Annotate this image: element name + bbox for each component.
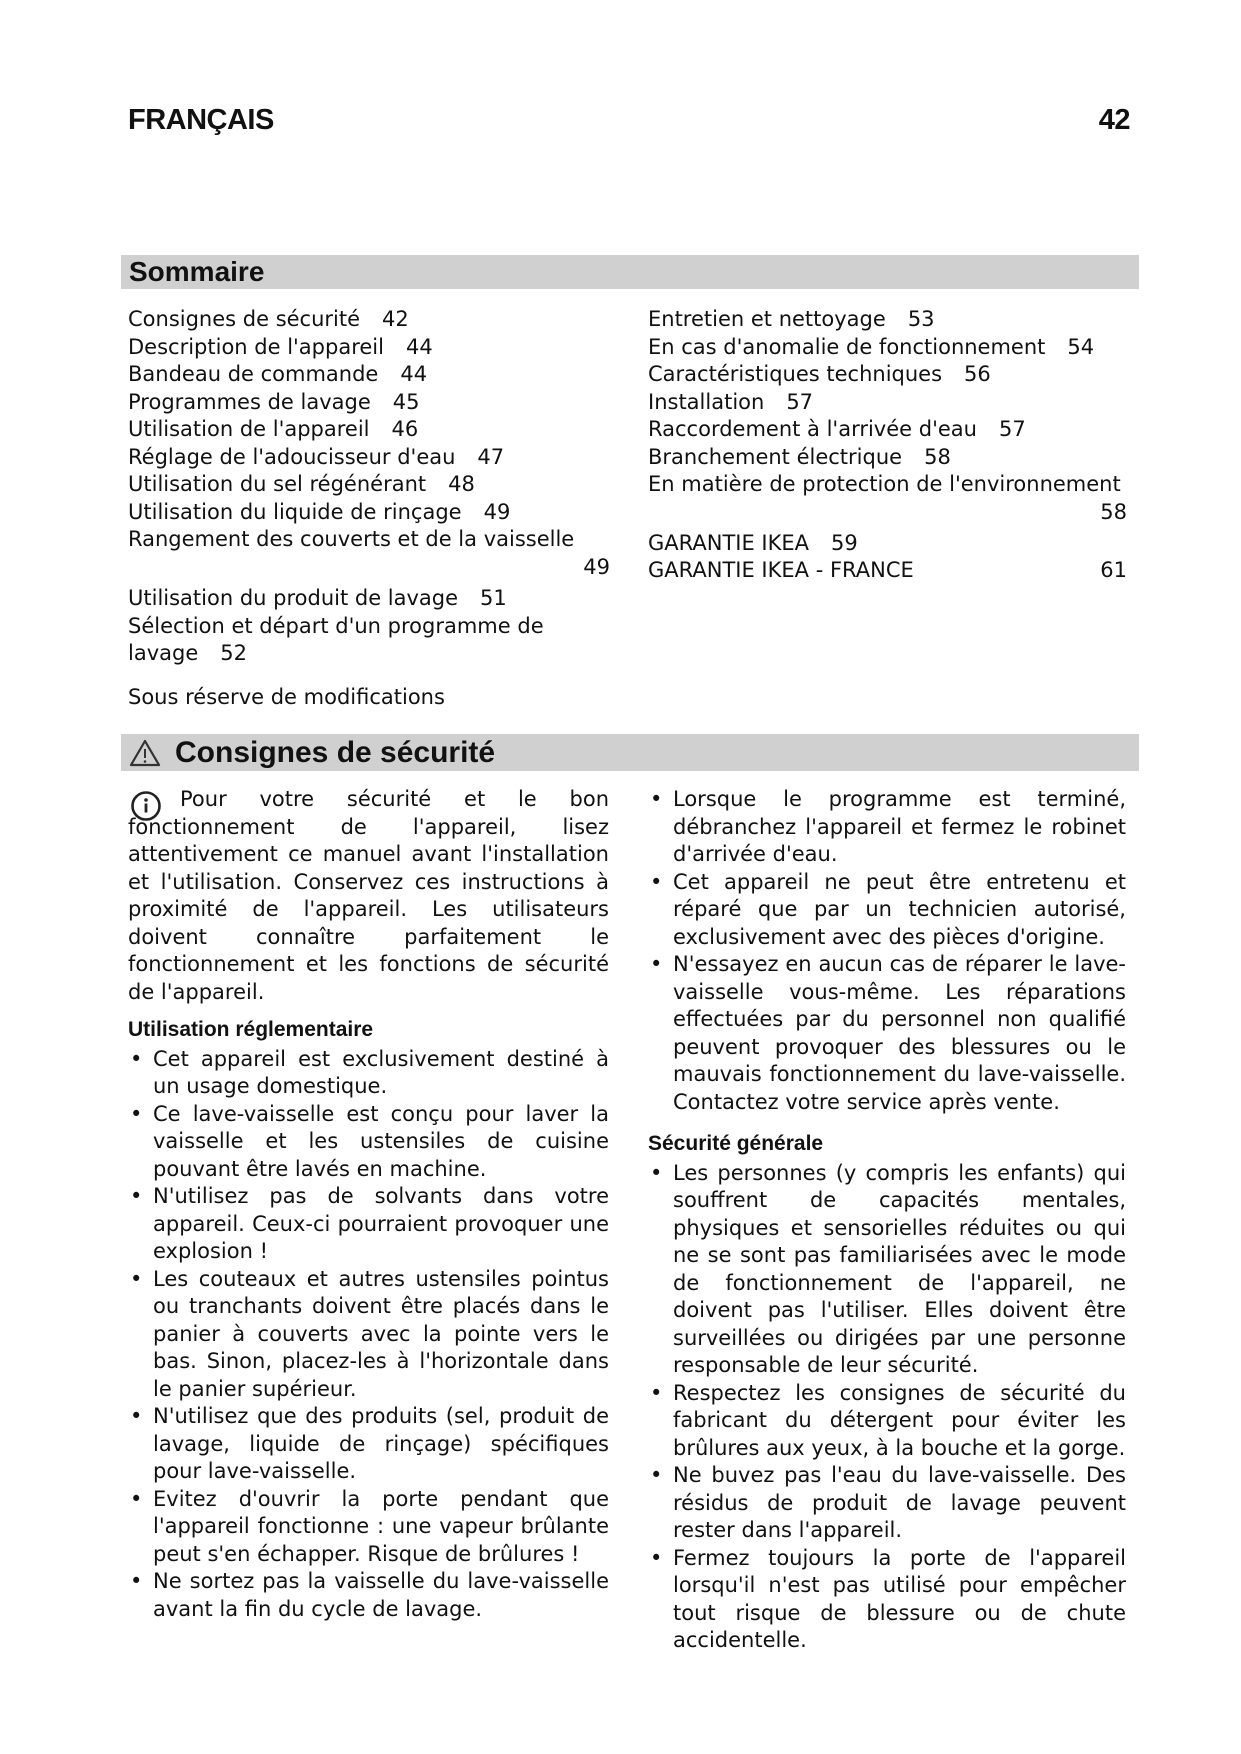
page-number: 42 bbox=[1098, 103, 1130, 136]
intro-paragraph bbox=[128, 786, 609, 1006]
toc-entry[interactable] bbox=[648, 558, 1127, 582]
toc-entry-label: Caractéristiques techniques bbox=[648, 362, 943, 386]
toc-entry[interactable] bbox=[648, 471, 1127, 526]
toc-entry-label: Raccordement à l'arrivée d'eau bbox=[648, 417, 977, 441]
toc-entry-label: Rangement des couverts et de la vaisselle bbox=[128, 527, 575, 551]
toc-entry-page: 58 bbox=[1100, 499, 1127, 524]
toc-entry-page: 53 bbox=[907, 307, 935, 331]
toc-entry[interactable] bbox=[128, 613, 610, 668]
toc-entry-page: 46 bbox=[391, 417, 419, 441]
maintenance-list bbox=[648, 786, 1126, 1116]
toc-entry-label: En matière de protection de l'environnement bbox=[648, 472, 1121, 496]
toc-entry[interactable] bbox=[648, 530, 1127, 558]
toc-entry[interactable] bbox=[128, 389, 610, 417]
toc-entry-label: Programmes de lavage bbox=[128, 389, 371, 414]
toc-entry-label: Installation bbox=[648, 389, 765, 414]
toc-entry[interactable] bbox=[128, 585, 610, 613]
toc-entry-label: Consignes de sécurité bbox=[128, 307, 361, 331]
toc-entry-page: 45 bbox=[392, 389, 420, 414]
toc-entry[interactable] bbox=[648, 416, 1127, 444]
list-item: • N'utilisez que des produits (sel, produit de lavage, liquide de rinçage) spécifiques pour lave-vaisselle. bbox=[128, 1403, 609, 1486]
toc-entry-label: Entretien et nettoyage bbox=[648, 307, 886, 331]
toc-entry-label: Description de l'appareil bbox=[128, 334, 384, 359]
list-item: • Ce lave-vaisselle est conçu pour laver la vaisselle et les ustensiles de cuisine pouvant être lavés en machine. bbox=[128, 1101, 609, 1184]
consignes-heading-bar bbox=[121, 734, 1139, 771]
toc-entry-page: 42 bbox=[382, 307, 409, 331]
toc-entry-label: GARANTIE IKEA bbox=[648, 531, 810, 555]
modifications-note: Sous réserve de modifications bbox=[128, 684, 445, 709]
toc-entry-page: 56 bbox=[964, 362, 991, 386]
toc-entry-label: En cas d'anomalie de fonctionnement bbox=[648, 334, 1046, 359]
toc-entry-page: 49 bbox=[583, 554, 610, 579]
toc-entry-page: 54 bbox=[1067, 334, 1095, 359]
consignes-title: Consignes de sécurité bbox=[175, 735, 496, 769]
list-item: • Ne sortez pas la vaisselle du lave-vaisselle avant la fin du cycle de lavage. bbox=[128, 1568, 609, 1623]
toc-entry-label: Utilisation du sel régénérant bbox=[128, 472, 427, 496]
toc-entry[interactable] bbox=[128, 499, 610, 527]
toc-right-column bbox=[648, 306, 1127, 582]
toc-entry-label: Bandeau de commande bbox=[128, 362, 379, 386]
list-item: • Les personnes (y compris les enfants) qui souffrent de capacités mentales, physiques et sensorielles réduites ou qui ne se sont pas familiarisées avec le mode de fonctionnement de l'appareil, ne doivent pas l'utiliser. Elles doivent être surveillées ou dirigées par une personne responsable de leur sécurité. bbox=[648, 1160, 1126, 1380]
warning-icon bbox=[129, 739, 161, 767]
toc-entry-page: 52 bbox=[220, 641, 247, 665]
list-item: • Fermez toujours la porte de l'appareil lorsqu'il n'est pas utilisé pour empêcher tout risque de blessure ou de chute accidentelle. bbox=[648, 1545, 1126, 1655]
toc-entry[interactable] bbox=[128, 526, 610, 581]
toc-entry[interactable] bbox=[648, 389, 1127, 417]
toc-entry-page: 48 bbox=[448, 472, 475, 496]
list-item: • Lorsque le programme est terminé, débranchez l'appareil et fermez le robinet d'arrivée d'eau. bbox=[648, 786, 1126, 869]
sommaire-heading-bar bbox=[121, 255, 1139, 289]
utilisation-reglementaire-heading: Utilisation réglementaire bbox=[128, 1018, 374, 1041]
utilisation-list bbox=[128, 1046, 609, 1624]
securite-generale-list bbox=[648, 1160, 1126, 1655]
list-item: • Ne buvez pas l'eau du lave-vaisselle. Des résidus de produit de lavage peuvent rester dans l'appareil. bbox=[648, 1462, 1126, 1545]
toc-entry-page: 59 bbox=[831, 531, 858, 555]
page-header bbox=[128, 100, 1130, 140]
toc-entry[interactable] bbox=[128, 334, 610, 362]
toc-entry-page: 58 bbox=[924, 444, 951, 469]
toc-entry-label: Utilisation du liquide de rinçage bbox=[128, 499, 462, 524]
toc-entry-page: 57 bbox=[786, 389, 814, 414]
toc-entry[interactable] bbox=[648, 306, 1127, 334]
intro-text: Pour votre sécurité et le bon fonctionnement de l'appareil, lisez attentivement ce manuel avant l'installation et l'utilisation. Conservez ces instructions à proximité de l'appareil. Les utilisateurs doivent connaître parfaitement le fonctionnement et les fonctions de sécurité de l'appareil. bbox=[128, 787, 609, 1004]
toc-left-column bbox=[128, 306, 610, 711]
toc-entry-label: Utilisation de l'appareil bbox=[128, 417, 370, 441]
list-item: • Evitez d'ouvrir la porte pendant que l'appareil fonctionne : une vapeur brûlante peut s'en échapper. Risque de brûlures ! bbox=[128, 1486, 609, 1569]
toc-entry[interactable] bbox=[128, 416, 610, 444]
toc-entry-page: 51 bbox=[480, 586, 507, 610]
toc-entry[interactable] bbox=[128, 471, 610, 499]
toc-entry-label: Sélection et départ d'un programme de lavage bbox=[128, 613, 544, 665]
toc-entry-label: Réglage de l'adoucisseur d'eau bbox=[128, 444, 456, 469]
safety-right-column bbox=[648, 786, 1126, 1655]
language-title: FRANÇAIS bbox=[128, 103, 274, 136]
info-icon bbox=[130, 790, 162, 822]
toc-entry[interactable] bbox=[128, 361, 610, 389]
toc-entry[interactable] bbox=[648, 444, 1127, 472]
toc-entry-label: Branchement électrique bbox=[648, 444, 903, 469]
toc-entry[interactable] bbox=[128, 444, 610, 472]
list-item: • Les couteaux et autres ustensiles pointus ou tranchants doivent être placés dans le panier à couverts avec la pointe vers le bas. Sinon, placez-les à l'horizontale dans le panier supérieur. bbox=[128, 1266, 609, 1404]
list-item: • Cet appareil ne peut être entretenu et réparé que par un technicien autorisé, exclusivement avec des pièces d'origine. bbox=[648, 869, 1126, 952]
list-item: • N'essayez en aucun cas de réparer le lave-vaisselle vous-même. Les réparations effectuées par du personnel non qualifié peuvent provoquer des blessures ou le mauvais fonctionnement du lave-vaisselle. Contactez votre service après vente. bbox=[648, 951, 1126, 1116]
list-item: • N'utilisez pas de solvants dans votre appareil. Ceux-ci pourraient provoquer une explosion ! bbox=[128, 1183, 609, 1266]
toc-entry-page: 47 bbox=[477, 444, 505, 469]
toc-entry-page: 57 bbox=[998, 417, 1026, 441]
safety-left-column bbox=[128, 786, 609, 1623]
toc-entry[interactable] bbox=[648, 334, 1127, 362]
securite-generale-heading: Sécurité générale bbox=[648, 1132, 824, 1155]
toc-entry-label: GARANTIE IKEA - FRANCE bbox=[648, 557, 914, 582]
toc-entry[interactable] bbox=[648, 361, 1127, 389]
toc-entry-page: 44 bbox=[400, 362, 428, 386]
toc-entry-page: 61 bbox=[1100, 557, 1127, 582]
toc-entry-label: Utilisation du produit de lavage bbox=[128, 586, 459, 610]
toc-entry[interactable] bbox=[128, 306, 610, 334]
toc-entry-page: 44 bbox=[405, 334, 433, 359]
toc-entry-page: 49 bbox=[483, 499, 511, 524]
list-item: • Cet appareil est exclusivement destiné à un usage domestique. bbox=[128, 1046, 609, 1101]
sommaire-title: Sommaire bbox=[129, 256, 265, 287]
list-item: • Respectez les consignes de sécurité du fabricant du détergent pour éviter les brûlures aux yeux, à la bouche et la gorge. bbox=[648, 1380, 1126, 1463]
